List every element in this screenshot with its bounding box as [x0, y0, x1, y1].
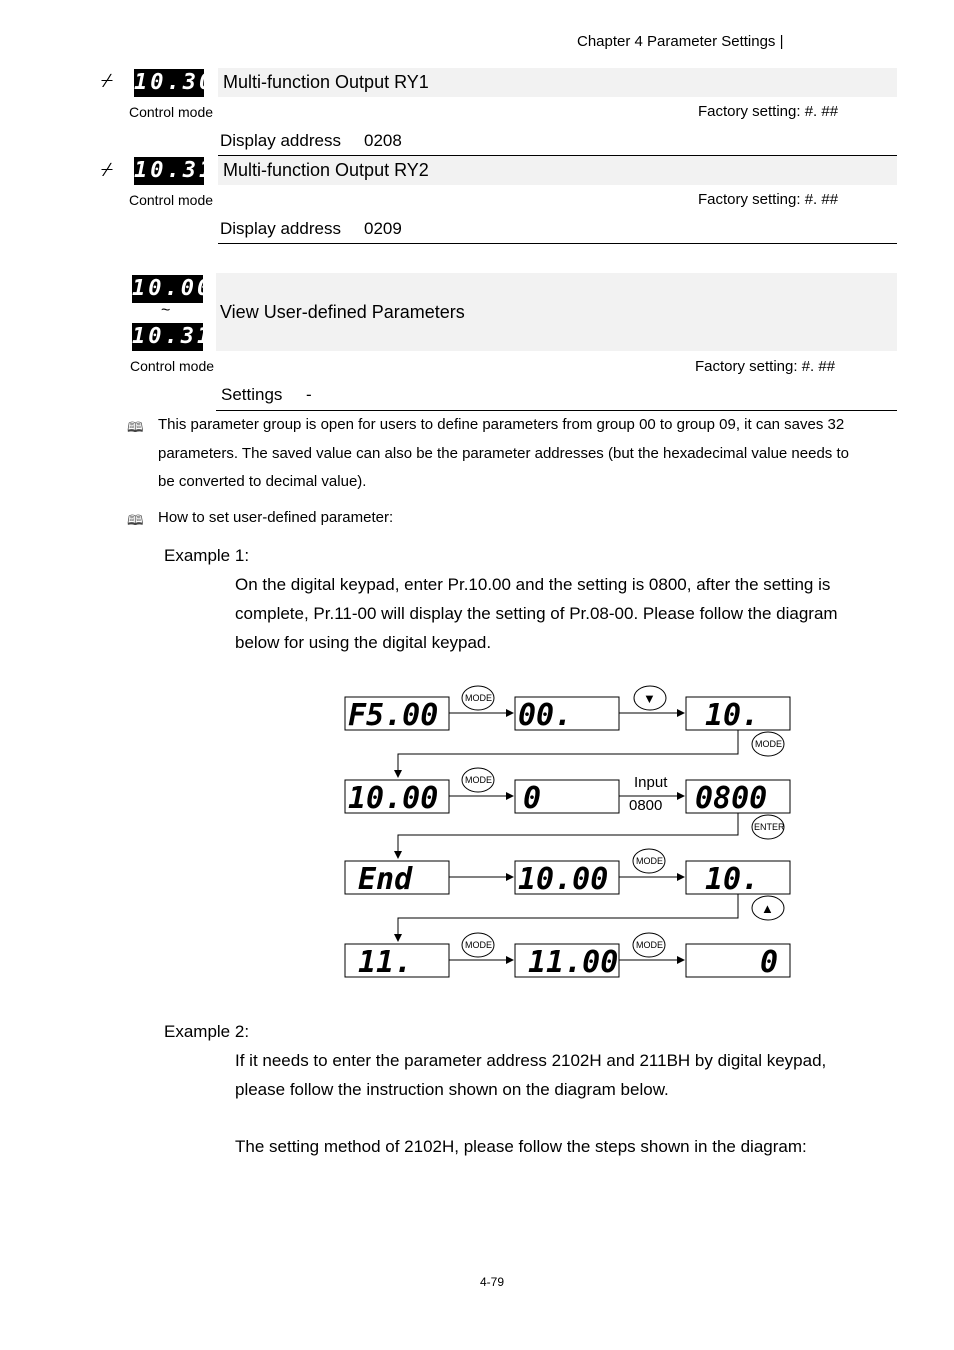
lcd-text: 10.00	[518, 862, 609, 897]
example-line: please follow the instruction shown on the diagram below.	[235, 1080, 669, 1099]
button-label: MODE	[465, 775, 492, 785]
example-text	[235, 570, 915, 657]
lcd-text: 11.00	[528, 945, 619, 980]
lcd-text: 0800	[695, 781, 768, 816]
group-title: View User-defined Parameters	[220, 302, 465, 322]
param-code-badge: 10.30	[134, 70, 216, 95]
book-icon: 🕮	[127, 419, 144, 435]
lcd-text: 11.	[358, 945, 413, 980]
lcd-text: F5.00	[348, 698, 439, 733]
book-icon: 🕮	[127, 512, 144, 528]
lcd-text: 0	[523, 781, 542, 816]
factory-setting: Factory setting: #. ##	[698, 191, 839, 208]
group-start-badge: 10.00	[132, 276, 214, 301]
example-line: complete, Pr.11-00 will display the setting of Pr.08-00. Please follow the diagram	[235, 604, 838, 623]
up-arrow-icon: ▲	[761, 901, 774, 916]
param-title: Multi-function Output RY2	[223, 160, 429, 180]
edit-mark-icon: ⌿	[101, 70, 113, 92]
lcd-text: End	[358, 862, 413, 897]
button-label: ENTER	[754, 822, 785, 832]
button-label: MODE	[755, 739, 782, 749]
lcd-text: 10.	[705, 698, 760, 733]
group-end-badge: 10.31	[132, 324, 214, 349]
example-label: Example 2:	[164, 1022, 250, 1041]
edit-mark-icon: ⌿	[101, 159, 113, 181]
connector	[398, 894, 738, 941]
note-line: be converted to decimal value).	[158, 473, 367, 490]
settings-value: -	[306, 385, 312, 404]
control-mode-label: Control mode	[129, 192, 214, 208]
control-mode-label: Control mode	[129, 104, 214, 120]
example-line: below for using the digital keypad.	[235, 633, 492, 652]
example-label: Example 1:	[164, 546, 250, 565]
example-text	[235, 1046, 915, 1104]
button-label: MODE	[636, 856, 663, 866]
example-line: If it needs to enter the parameter address 2102H and 211BH by digital keypad,	[235, 1051, 827, 1070]
example-line: On the digital keypad, enter Pr.10.00 and the setting is 0800, after the setting is	[235, 575, 831, 594]
param-title: Multi-function Output RY1	[223, 72, 429, 92]
lcd-text: 0	[760, 945, 779, 980]
note-paragraph	[158, 411, 903, 497]
down-arrow-icon: ▼	[643, 691, 656, 706]
param-code-badge: 10.31	[134, 158, 216, 183]
note-line: How to set user-defined parameter:	[158, 509, 394, 526]
control-mode-label: Control mode	[130, 358, 215, 374]
example-method: The setting method of 2102H, please follow the steps shown in the diagram:	[235, 1137, 807, 1156]
settings-label: Settings	[221, 385, 283, 404]
note-line: parameters. The saved value can also be the parameter addresses (but the hexadecimal value needs to	[158, 444, 849, 462]
input-label: Input	[634, 774, 668, 791]
display-address-value: 0209	[364, 219, 402, 238]
connector	[398, 730, 738, 777]
connector	[398, 813, 738, 858]
factory-setting: Factory setting: #. ##	[695, 358, 836, 375]
display-address-value: 0208	[364, 131, 402, 150]
lcd-text: 10.	[705, 862, 760, 897]
divider	[218, 243, 897, 244]
note-line: This parameter group is open for users to define parameters from group 00 to group 09, it can saves 32	[158, 416, 845, 433]
display-address-label: Display address	[220, 219, 341, 238]
page-number: 4-79	[480, 1275, 505, 1289]
display-address-label: Display address	[220, 131, 341, 150]
range-tilde: ~	[161, 302, 171, 319]
lcd-text: 10.00	[348, 781, 439, 816]
keypad-diagram	[330, 680, 810, 985]
lcd-text: 00.	[518, 698, 573, 733]
button-label: MODE	[465, 940, 492, 950]
chapter-header: Chapter 4 Parameter Settings |	[577, 33, 784, 50]
button-label: MODE	[465, 693, 492, 703]
factory-setting: Factory setting: #. ##	[698, 103, 839, 120]
button-label: MODE	[636, 940, 663, 950]
input-value: 0800	[629, 797, 663, 814]
